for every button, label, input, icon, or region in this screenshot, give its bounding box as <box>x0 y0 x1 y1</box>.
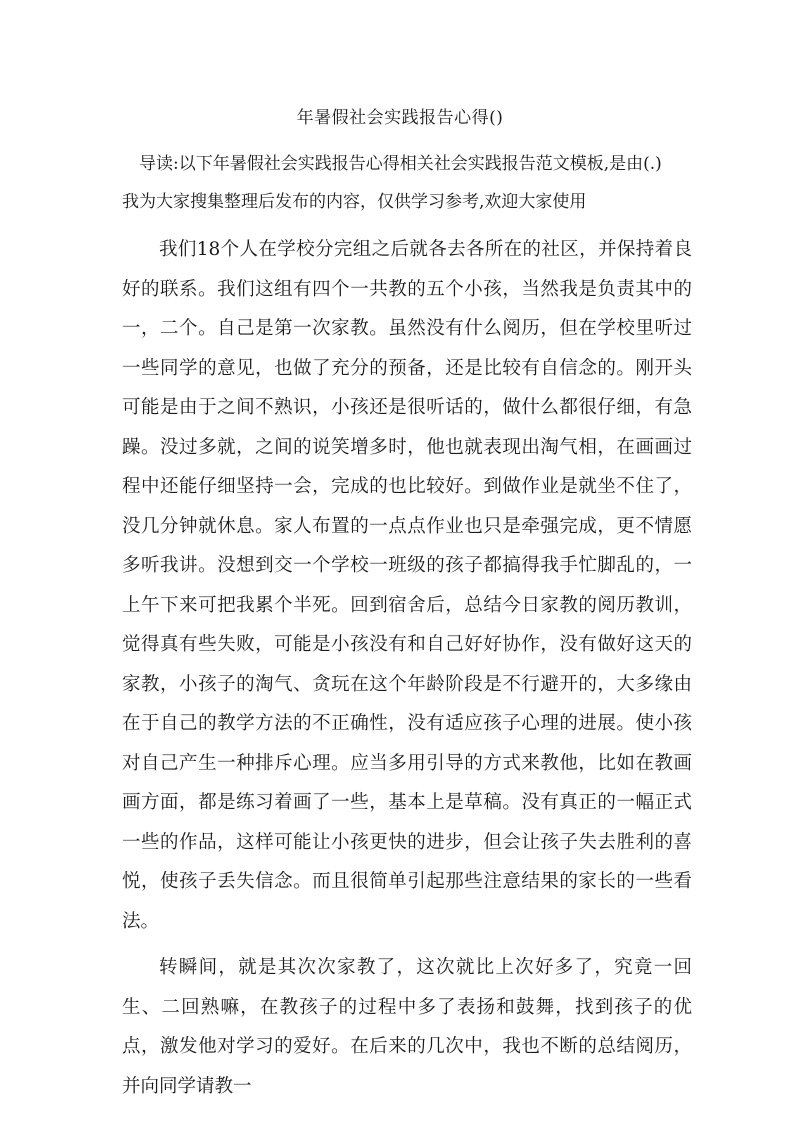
paragraph-1: 我们18个人在学校分完组之后就各去各所在的社区，并保持着良好的联系。我们这组有四个一共教的五个小孩，当然我是负责其中的一，二个。自己是第一次家教。虽然没有什么阅历，但在学校里听过一些同学的意见，也做了充分的预备，还是比较有自信念的。刚开头可能是由于之间不熟识，小孩还是很听话的，做什么都很仔细，有急躁。没过多就，之间的说笑增多时，他也就表现出淘气相，在画画过程中还能仔细坚持一会，完成的也比较好。到做作业是就坐不住了，没几分钟就休息。家人布置的一点点作业也只是牵强完成，更不情愿多听我讲。没想到交一个学校一班级的孩子都搞得我手忙脚乱的，一上午下来可把我累个半死。回到宿舍后，总结今日家教的阅历教训，觉得真有些失败，可能是小孩没有和自己好好协作，没有做好这天的家教，小孩子的淘气、贪玩在这个年龄阶段是不行避开的，大多缘由在于自己的教学方法的不正确性，没有适应孩子心理的进展。使小孩对自己产生一种排斥心理。应当多用引导的方式来教他，比如在教画画方面，都是练习着画了一些，基本上是草稿。没有真正的一幅正式一些的作品，这样可能让小孩更快的进步，但会让孩子失去胜利的喜悦，使孩子丢失信念。而且很简单引起那些注意结果的家长的一些看法。 <box>122 239 692 932</box>
intro-block <box>122 145 702 221</box>
intro-line-1: 导读:以下年暑假社会实践报告心得相关社会实践报告范文模板,是由(.) <box>139 154 662 174</box>
body-text <box>122 230 692 1113</box>
intro-line-2: 我为大家搜集整理后发布的内容，仅供学习参考,欢迎大家使用 <box>122 192 587 212</box>
paragraph-2: 转瞬间，就是其次次家教了，这次就比上次好多了，究竟一回生、二回熟嘛，在教孩子的过程中多了表扬和鼓舞，找到孩子的优点，激发他对学习的爱好。在后来的几次中，我也不断的总结阅历，并向同学请教一 <box>122 957 692 1097</box>
document-title: 年暑假社会实践报告心得() <box>296 108 504 128</box>
